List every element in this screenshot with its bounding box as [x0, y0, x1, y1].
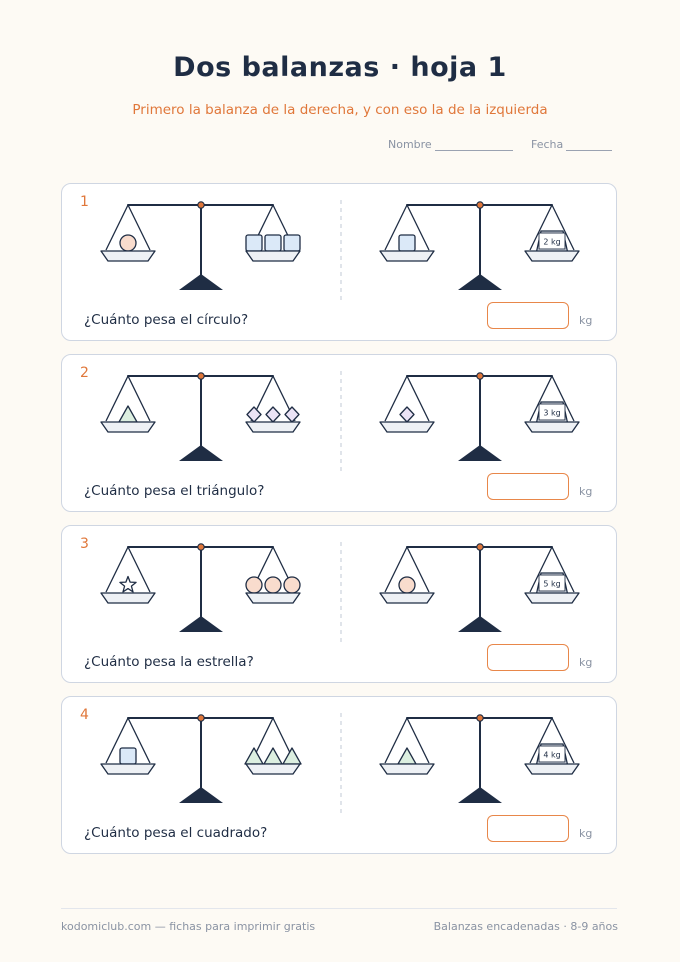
left-scale: [101, 202, 300, 290]
scales-illustration: [62, 697, 618, 817]
square-shape: [399, 235, 415, 251]
triangle-shape: [283, 748, 301, 764]
scale-base: [179, 616, 223, 632]
square-shape: [120, 748, 136, 764]
right-pan: [246, 547, 300, 603]
scale-pivot: [477, 373, 483, 379]
answer-box[interactable]: [487, 644, 569, 671]
diamond-shape: [400, 407, 414, 422]
name-line[interactable]: [435, 140, 513, 151]
answer-box[interactable]: [487, 302, 569, 329]
question-text: ¿Cuánto pesa la estrella?: [84, 654, 254, 670]
problem-card: [61, 183, 617, 341]
unit-label: kg: [579, 827, 593, 840]
weight-label: 3 kg: [543, 408, 561, 418]
scale-base: [458, 274, 502, 290]
triangle-shape: [119, 406, 137, 422]
weight-label: 2 kg: [543, 237, 561, 247]
right-pan: [246, 376, 300, 432]
problem-number: 3: [80, 536, 89, 552]
answer-box[interactable]: [487, 473, 569, 500]
right-pan: [245, 718, 301, 774]
question-text: ¿Cuánto pesa el cuadrado?: [84, 825, 268, 841]
right-scale: [380, 202, 579, 290]
answer-box[interactable]: [487, 815, 569, 842]
scale-base: [458, 445, 502, 461]
left-pan: [380, 205, 434, 261]
circle-shape: [265, 577, 281, 593]
scales-illustration: [62, 526, 618, 646]
circle-shape: [120, 235, 136, 251]
problem-card: [61, 354, 617, 512]
star-shape: [120, 577, 136, 592]
date-field[interactable]: [531, 138, 612, 151]
scale-pivot: [198, 544, 204, 550]
scale-pivot: [477, 715, 483, 721]
left-pan: [101, 205, 155, 261]
page-title: Dos balanzas · hoja 1: [173, 52, 507, 83]
scale-pivot: [198, 202, 204, 208]
date-label: Fecha: [531, 138, 564, 151]
scale-pivot: [477, 544, 483, 550]
footer-divider: [61, 908, 617, 909]
unit-label: kg: [579, 314, 593, 327]
unit-label: kg: [579, 656, 593, 669]
triangle-shape: [398, 748, 416, 764]
scale-pivot: [198, 373, 204, 379]
left-pan: [380, 718, 434, 774]
left-pan: [101, 376, 155, 432]
footer-site: kodomiclub.com — fichas para imprimir gratis: [61, 920, 316, 933]
left-pan: [101, 718, 155, 774]
left-scale: [101, 373, 300, 461]
name-field[interactable]: [388, 138, 513, 151]
scale-base: [179, 274, 223, 290]
problem-card: [61, 696, 617, 854]
scale-base: [458, 616, 502, 632]
scales-illustration: [62, 355, 618, 475]
square-shape: [246, 235, 262, 251]
scale-pivot: [198, 715, 204, 721]
page-subtitle: Primero la balanza de la derecha, y con eso la de la izquierda: [132, 102, 548, 118]
right-pan: [525, 376, 579, 432]
triangle-shape: [264, 748, 282, 764]
problem-number: 4: [80, 707, 89, 723]
right-pan: [246, 205, 300, 261]
triangle-shape: [245, 748, 263, 764]
scale-base: [179, 787, 223, 803]
problem-number: 2: [80, 365, 89, 381]
left-scale: [101, 544, 300, 632]
diamond-shape: [266, 407, 280, 422]
diamond-shape: [247, 407, 261, 422]
left-scale: [101, 715, 301, 803]
problem-number: 1: [80, 194, 89, 210]
weight-label: 4 kg: [543, 750, 561, 760]
weight-label: 5 kg: [543, 579, 561, 589]
right-scale: [380, 715, 579, 803]
circle-shape: [246, 577, 262, 593]
square-shape: [284, 235, 300, 251]
unit-label: kg: [579, 485, 593, 498]
scale-pivot: [477, 202, 483, 208]
name-label: Nombre: [388, 138, 432, 151]
question-text: ¿Cuánto pesa el triángulo?: [84, 483, 265, 499]
diamond-shape: [285, 407, 299, 422]
left-pan: [380, 547, 434, 603]
scale-base: [179, 445, 223, 461]
left-pan: [380, 376, 434, 432]
circle-shape: [399, 577, 415, 593]
date-line[interactable]: [566, 140, 612, 151]
right-pan: [525, 718, 579, 774]
scales-illustration: [62, 184, 618, 304]
right-scale: [380, 373, 579, 461]
problem-card: [61, 525, 617, 683]
right-scale: [380, 544, 579, 632]
footer-topic: Balanzas encadenadas · 8-9 años: [433, 920, 618, 933]
right-pan: [525, 205, 579, 261]
left-pan: [101, 547, 155, 603]
scale-base: [458, 787, 502, 803]
square-shape: [265, 235, 281, 251]
question-text: ¿Cuánto pesa el círculo?: [84, 312, 249, 328]
right-pan: [525, 547, 579, 603]
circle-shape: [284, 577, 300, 593]
